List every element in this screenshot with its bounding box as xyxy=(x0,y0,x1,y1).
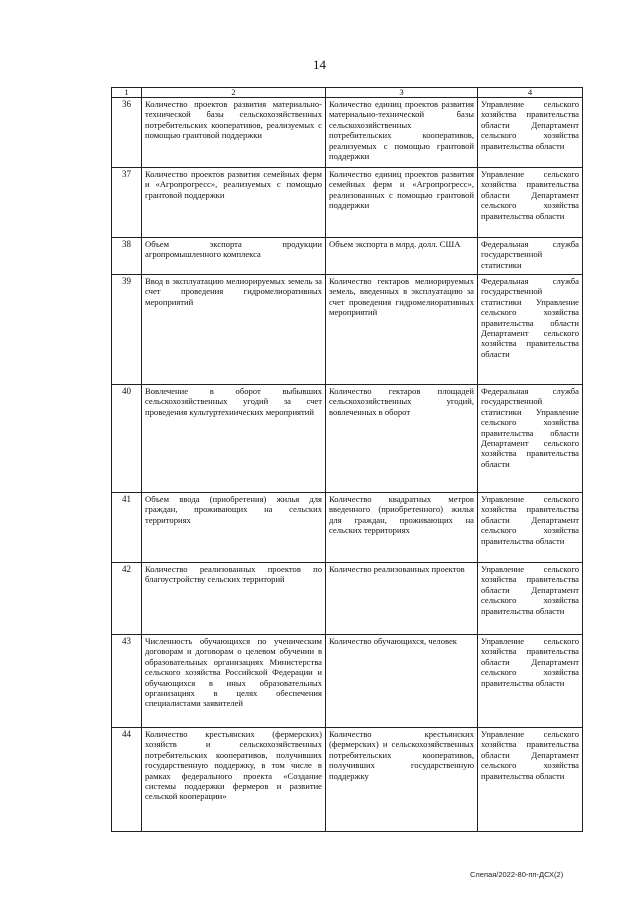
unit-cell: Количество обучающихся, человек xyxy=(326,635,478,728)
source-cell: Управление сельского хозяйства правительства области Департамент сельского хозяйства правительства области xyxy=(478,728,583,832)
indicator-cell: Количество проектов развития материально-технической базы сельскохозяйственных потребительских кооперативов, реализуемых с помощью грантовой поддержки xyxy=(142,98,326,168)
source-cell: Федеральная служба государственной статистики Управление сельского хозяйства правительства области Департамент сельского хозяйства правительства области xyxy=(478,275,583,385)
table-row xyxy=(112,493,583,563)
source-cell: Управление сельского хозяйства правительства области Департамент сельского хозяйства правительства области xyxy=(478,563,583,635)
row-number: 42 xyxy=(112,563,142,635)
row-number: 37 xyxy=(112,168,142,238)
unit-cell: Объем экспорта в млрд. долл. США xyxy=(326,238,478,275)
table-row xyxy=(112,168,583,238)
indicator-cell: Численность обучающихся по ученическим договорам и договорам о целевом обучении в образовательных организациях Министерства сельского хозяйства Российской Федерации и обучающихся в иных образовательных организациях в целях обеспечения специалистами заявителей xyxy=(142,635,326,728)
table-header-row xyxy=(112,88,583,98)
indicator-cell: Количество реализованных проектов по благоустройству сельских территорий xyxy=(142,563,326,635)
indicator-cell: Ввод в эксплуатацию мелиорируемых земель за счет проведения гидромелиоративных мероприятий xyxy=(142,275,326,385)
row-number: 36 xyxy=(112,98,142,168)
source-cell: Управление сельского хозяйства правительства области Департамент сельского хозяйства правительства области xyxy=(478,98,583,168)
indicator-cell: Объем ввода (приобретения) жилья для граждан, проживающих на сельских территориях xyxy=(142,493,326,563)
table-row xyxy=(112,238,583,275)
indicator-cell: Количество проектов развития семейных ферм и «Агропрогресс», реализуемых с помощью грантовой поддержки xyxy=(142,168,326,238)
column-header-1: 1 xyxy=(112,88,142,98)
indicators-table xyxy=(111,87,583,832)
table-row xyxy=(112,728,583,832)
row-number: 39 xyxy=(112,275,142,385)
indicator-cell: Количество крестьянских (фермерских) хозяйств и сельскохозяйственных потребительских кооперативов, получивших государственную поддержку, в том числе в рамках федерального проекта «Создание системы поддержки фермеров и развитие сельской кооперации» xyxy=(142,728,326,832)
source-cell: Управление сельского хозяйства правительства области Департамент сельского хозяйства правительства области xyxy=(478,635,583,728)
page-number: 14 xyxy=(313,57,326,72)
unit-cell: Количество единиц проектов развития семейных ферм и «Агропрогресс», реализованных с помощью грантовой поддержки xyxy=(326,168,478,238)
row-number: 44 xyxy=(112,728,142,832)
column-header-2: 2 xyxy=(142,88,326,98)
row-number: 40 xyxy=(112,385,142,493)
unit-cell: Количество реализованных проектов xyxy=(326,563,478,635)
unit-cell: Количество единиц проектов развития материально-технической базы сельскохозяйственных потребительских кооперативов, реализуемых с помощью грантовой поддержки xyxy=(326,98,478,168)
table-row xyxy=(112,98,583,168)
row-number: 41 xyxy=(112,493,142,563)
indicator-cell: Объем экспорта продукции агропромышленного комплекса xyxy=(142,238,326,275)
row-number: 38 xyxy=(112,238,142,275)
source-cell: Федеральная служба государственной статистики xyxy=(478,238,583,275)
source-cell: Управление сельского хозяйства правительства области Департамент сельского хозяйства правительства области xyxy=(478,493,583,563)
indicator-cell: Вовлечение в оборот выбывших сельскохозяйственных угодий за счет проведения культуртехнических мероприятий xyxy=(142,385,326,493)
unit-cell: Количество крестьянских (фермерских) и сельскохозяйственных потребительских кооперативов, получивших государственную поддержку xyxy=(326,728,478,832)
unit-cell: Количество гектаров мелиорируемых земель, введенных в эксплуатацию за счет проведения гидромелиоративных мероприятий xyxy=(326,275,478,385)
document-footer-code: Слепая/2022-80-пп-ДСХ(2) xyxy=(470,870,564,879)
column-header-4: 4 xyxy=(478,88,583,98)
table-row xyxy=(112,635,583,728)
table-row xyxy=(112,385,583,493)
unit-cell: Количество гектаров площадей сельскохозяйственных угодий, вовлеченных в оборот xyxy=(326,385,478,493)
table-row xyxy=(112,563,583,635)
row-number: 43 xyxy=(112,635,142,728)
table-row xyxy=(112,275,583,385)
source-cell: Управление сельского хозяйства правительства области Департамент сельского хозяйства правительства области xyxy=(478,168,583,238)
column-header-3: 3 xyxy=(326,88,478,98)
unit-cell: Количество квадратных метров введенного (приобретенного) жилья для граждан, проживающих на сельских территориях xyxy=(326,493,478,563)
source-cell: Федеральная служба государственной статистики Управление сельского хозяйства правительства области Департамент сельского хозяйства правительства области xyxy=(478,385,583,493)
